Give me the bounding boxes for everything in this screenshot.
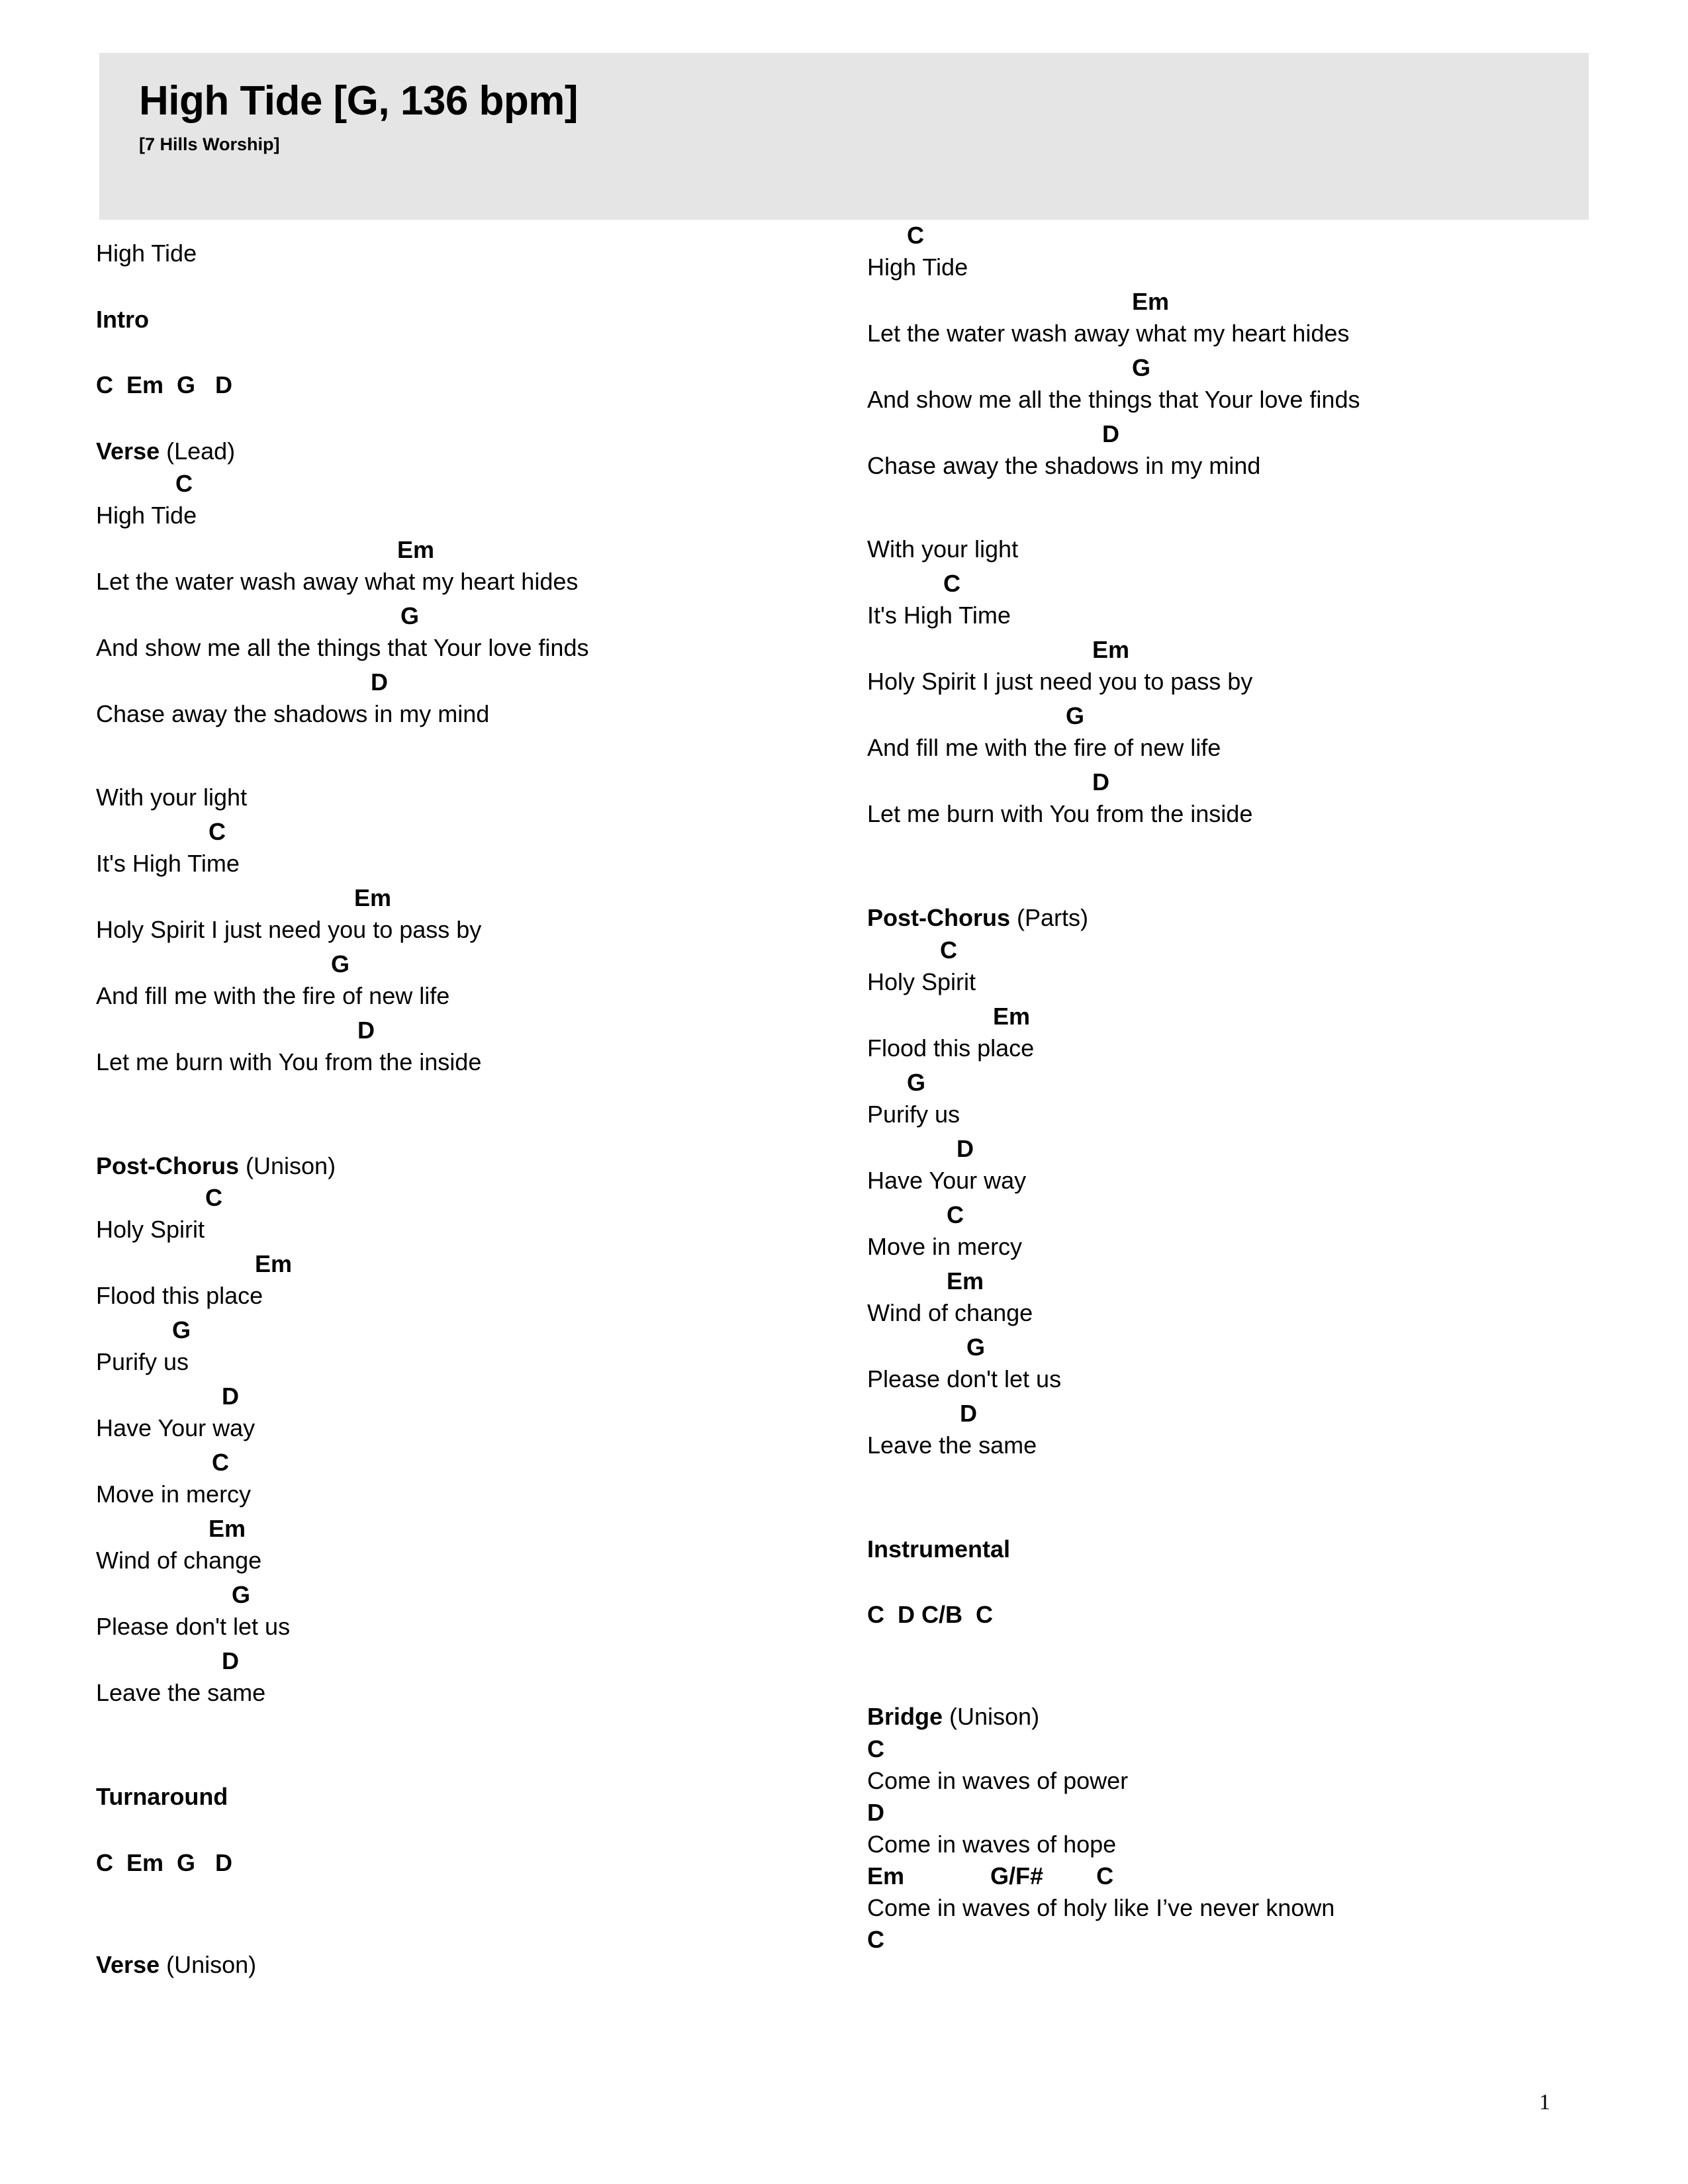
verse-continued-stanza-2 bbox=[867, 502, 1628, 833]
lyric-line: And show me all the things that Your love finds bbox=[96, 633, 589, 661]
section-qualifier: (Unison) bbox=[943, 1703, 1040, 1731]
lyric-line: Wind of change bbox=[96, 1547, 262, 1574]
chord-label: Em G/F# C bbox=[867, 1862, 1114, 1889]
lyric-line: High Tide bbox=[96, 501, 197, 529]
chord-row bbox=[96, 816, 857, 848]
chord-row bbox=[867, 568, 1628, 600]
verse-lead-stanza-1 bbox=[96, 468, 857, 733]
chord-row bbox=[96, 1513, 857, 1545]
chord-label: Em bbox=[1132, 288, 1170, 315]
lyric-line: Leave the same bbox=[867, 1431, 1037, 1459]
section-name: Verse bbox=[96, 1950, 160, 1978]
lyric-line: Come in waves of power bbox=[867, 1766, 1129, 1794]
chord-row bbox=[96, 468, 857, 500]
section-heading-post-chorus-parts bbox=[867, 901, 1628, 934]
chord-label: C bbox=[175, 469, 193, 497]
chord-label: G bbox=[172, 1316, 191, 1344]
lyric-line: Please don't let us bbox=[867, 1365, 1062, 1392]
spacer bbox=[867, 484, 1628, 502]
chord-row bbox=[867, 766, 1628, 798]
spacer bbox=[96, 1081, 857, 1150]
chord-label: D bbox=[222, 1383, 239, 1410]
section-heading-verse-lead bbox=[96, 435, 857, 468]
chord-row bbox=[867, 1398, 1628, 1430]
chord-row bbox=[96, 534, 857, 566]
chord-row bbox=[96, 1447, 857, 1479]
chord-label: C bbox=[940, 936, 957, 964]
lyric-line: Holy Spirit bbox=[96, 1216, 205, 1244]
chord-label: Em bbox=[354, 884, 392, 911]
spacer bbox=[96, 402, 857, 435]
spacer bbox=[96, 1880, 857, 1948]
lyric-line: Leave the same bbox=[96, 1679, 266, 1707]
post-chorus-parts-stanza bbox=[867, 934, 1628, 1464]
lyric-line: Flood this place bbox=[867, 1034, 1035, 1062]
section-name: Post-Chorus bbox=[867, 904, 1010, 931]
chord-label: G bbox=[400, 602, 420, 629]
lyric-line: Chase away the shadows in my mind bbox=[867, 452, 1261, 479]
chord-label: C bbox=[867, 1925, 884, 1953]
chord-row bbox=[867, 418, 1628, 450]
intro-chord-line: C Em G D bbox=[96, 371, 233, 399]
chord-row bbox=[96, 1579, 857, 1611]
section-qualifier: (Unison) bbox=[239, 1152, 336, 1179]
chord-row bbox=[96, 600, 857, 632]
chord-label: G bbox=[1132, 354, 1151, 381]
chord-label: Em bbox=[1092, 636, 1130, 663]
chord-label: Em bbox=[209, 1515, 246, 1543]
section-heading-post-chorus-unison bbox=[96, 1150, 857, 1183]
lyric-line: Holy Spirit I just need you to pass by bbox=[96, 915, 482, 943]
chord-row bbox=[867, 1133, 1628, 1165]
spacer bbox=[96, 220, 857, 237]
lyric-line: And fill me with the fire of new life bbox=[96, 981, 450, 1009]
artist-subtitle: [7 Hills Worship] bbox=[139, 134, 280, 155]
left-column bbox=[96, 220, 857, 1981]
spacer bbox=[96, 1813, 857, 1846]
chord-label: C bbox=[212, 1449, 229, 1477]
lyric-line: And fill me with the fire of new life bbox=[867, 734, 1221, 761]
page-number: 1 bbox=[1539, 2090, 1550, 2115]
chord-row bbox=[96, 1182, 857, 1214]
section-name: Instrumental bbox=[867, 1535, 1011, 1563]
title-banner bbox=[99, 53, 1589, 220]
right-column bbox=[867, 220, 1628, 1956]
chord-label: Em bbox=[397, 535, 435, 563]
chord-label: D bbox=[1092, 768, 1109, 796]
instrumental-chord-line: C D C/B C bbox=[867, 1601, 994, 1629]
chord-label: C bbox=[205, 1184, 222, 1212]
lyric-line: Chase away the shadows in my mind bbox=[96, 700, 490, 727]
chord-label: D bbox=[357, 1016, 375, 1044]
chord-row bbox=[96, 666, 857, 698]
lyric-line: It's High Time bbox=[96, 849, 240, 877]
lyric-line: With your light bbox=[867, 535, 1019, 563]
lyric-line: Let the water wash away what my heart hides bbox=[867, 320, 1350, 347]
chord-row bbox=[96, 948, 857, 980]
section-name: Intro bbox=[96, 305, 149, 333]
chord-row bbox=[867, 1199, 1628, 1231]
lyric-line: Come in waves of holy like I’ve never known bbox=[867, 1893, 1335, 1921]
chord-row bbox=[96, 1381, 857, 1412]
chord-row bbox=[96, 1248, 857, 1280]
lyric-line: Holy Spirit bbox=[867, 968, 976, 995]
chord-label: C bbox=[943, 570, 961, 597]
lyric-line: Have Your way bbox=[96, 1414, 256, 1442]
verse-continued-stanza-1 bbox=[867, 220, 1628, 484]
chord-label: Em bbox=[993, 1002, 1031, 1030]
opening-lyric-line: High Tide bbox=[96, 240, 197, 267]
chord-label: D bbox=[867, 1798, 884, 1826]
lyric-line: Let the water wash away what my heart hides bbox=[96, 567, 579, 595]
section-heading-bridge bbox=[867, 1700, 1628, 1733]
lyric-line: Purify us bbox=[96, 1348, 189, 1376]
section-qualifier: (Unison) bbox=[160, 1950, 257, 1978]
turnaround-chord-line: C Em G D bbox=[96, 1849, 233, 1877]
spacer bbox=[96, 270, 857, 303]
chord-label: C bbox=[209, 817, 226, 845]
chord-row bbox=[867, 1067, 1628, 1099]
chord-label: G bbox=[232, 1581, 251, 1609]
section-qualifier: (Parts) bbox=[1010, 904, 1089, 931]
lyric-line: Holy Spirit I just need you to pass by bbox=[867, 668, 1253, 695]
chord-label: D bbox=[1102, 420, 1119, 447]
lyric-line: Flood this place bbox=[96, 1282, 263, 1310]
chord-label: Em bbox=[947, 1267, 984, 1295]
chord-row bbox=[867, 1332, 1628, 1363]
lyric-line: Move in mercy bbox=[867, 1232, 1023, 1260]
chord-row bbox=[867, 502, 1628, 533]
spacer bbox=[96, 336, 857, 369]
lyric-line: It's High Time bbox=[867, 602, 1011, 629]
spacer bbox=[867, 833, 1628, 901]
section-name: Bridge bbox=[867, 1703, 943, 1731]
chord-row bbox=[96, 1015, 857, 1046]
lyric-line: Come in waves of hope bbox=[867, 1830, 1117, 1858]
section-name: Verse bbox=[96, 437, 160, 465]
lyric-line: High Tide bbox=[867, 253, 968, 281]
lyric-line: Purify us bbox=[867, 1100, 961, 1128]
chord-label: G bbox=[1066, 702, 1085, 729]
chord-label: D bbox=[960, 1399, 977, 1427]
spacer bbox=[96, 733, 857, 750]
chord-row bbox=[867, 1265, 1628, 1297]
section-heading-verse-unison bbox=[96, 1948, 857, 1981]
lyric-line: And show me all the things that Your love finds bbox=[867, 386, 1360, 413]
chord-label: C bbox=[867, 1735, 884, 1762]
chord-row bbox=[867, 934, 1628, 966]
chord-label: D bbox=[957, 1134, 974, 1162]
section-heading-turnaround bbox=[96, 1780, 857, 1813]
lyric-line: With your light bbox=[96, 783, 248, 811]
chord-row bbox=[867, 352, 1628, 384]
chord-label: G bbox=[907, 1068, 926, 1096]
spacer bbox=[867, 1631, 1628, 1700]
lyric-line: Wind of change bbox=[867, 1298, 1033, 1326]
chord-label: D bbox=[222, 1647, 239, 1675]
chord-label: G bbox=[331, 950, 350, 978]
bridge-stanza bbox=[867, 1733, 1628, 1956]
chord-row bbox=[867, 1001, 1628, 1032]
lyric-line: Please don't let us bbox=[96, 1613, 291, 1641]
lyric-line: Let me burn with You from the inside bbox=[96, 1048, 482, 1075]
post-chorus-unison-stanza bbox=[96, 1182, 857, 1711]
chord-row bbox=[867, 700, 1628, 732]
chord-label: Em bbox=[255, 1250, 293, 1278]
page-title: High Tide [G, 136 bpm] bbox=[139, 78, 579, 124]
verse-lead-stanza-2 bbox=[96, 750, 857, 1081]
section-name: Post-Chorus bbox=[96, 1152, 239, 1179]
chord-row bbox=[867, 220, 1628, 251]
section-heading-intro bbox=[96, 303, 857, 336]
chord-label: C bbox=[947, 1201, 964, 1228]
chord-row bbox=[96, 750, 857, 782]
chord-label: G bbox=[966, 1333, 986, 1361]
section-qualifier: (Lead) bbox=[160, 437, 236, 465]
chord-label: C bbox=[907, 222, 924, 249]
spacer bbox=[867, 1464, 1628, 1533]
chord-row bbox=[96, 882, 857, 914]
lyric-line: Have Your way bbox=[867, 1166, 1027, 1194]
lyric-line: Move in mercy bbox=[96, 1480, 252, 1508]
chord-row bbox=[867, 286, 1628, 318]
lyric-line: Let me burn with You from the inside bbox=[867, 800, 1253, 827]
spacer bbox=[867, 1565, 1628, 1598]
section-heading-instrumental bbox=[867, 1533, 1628, 1566]
section-name: Turnaround bbox=[96, 1783, 228, 1811]
chord-row bbox=[96, 1314, 857, 1346]
spacer bbox=[96, 1711, 857, 1780]
chord-row bbox=[96, 1645, 857, 1677]
chord-label: D bbox=[371, 668, 388, 696]
chord-row bbox=[867, 634, 1628, 666]
